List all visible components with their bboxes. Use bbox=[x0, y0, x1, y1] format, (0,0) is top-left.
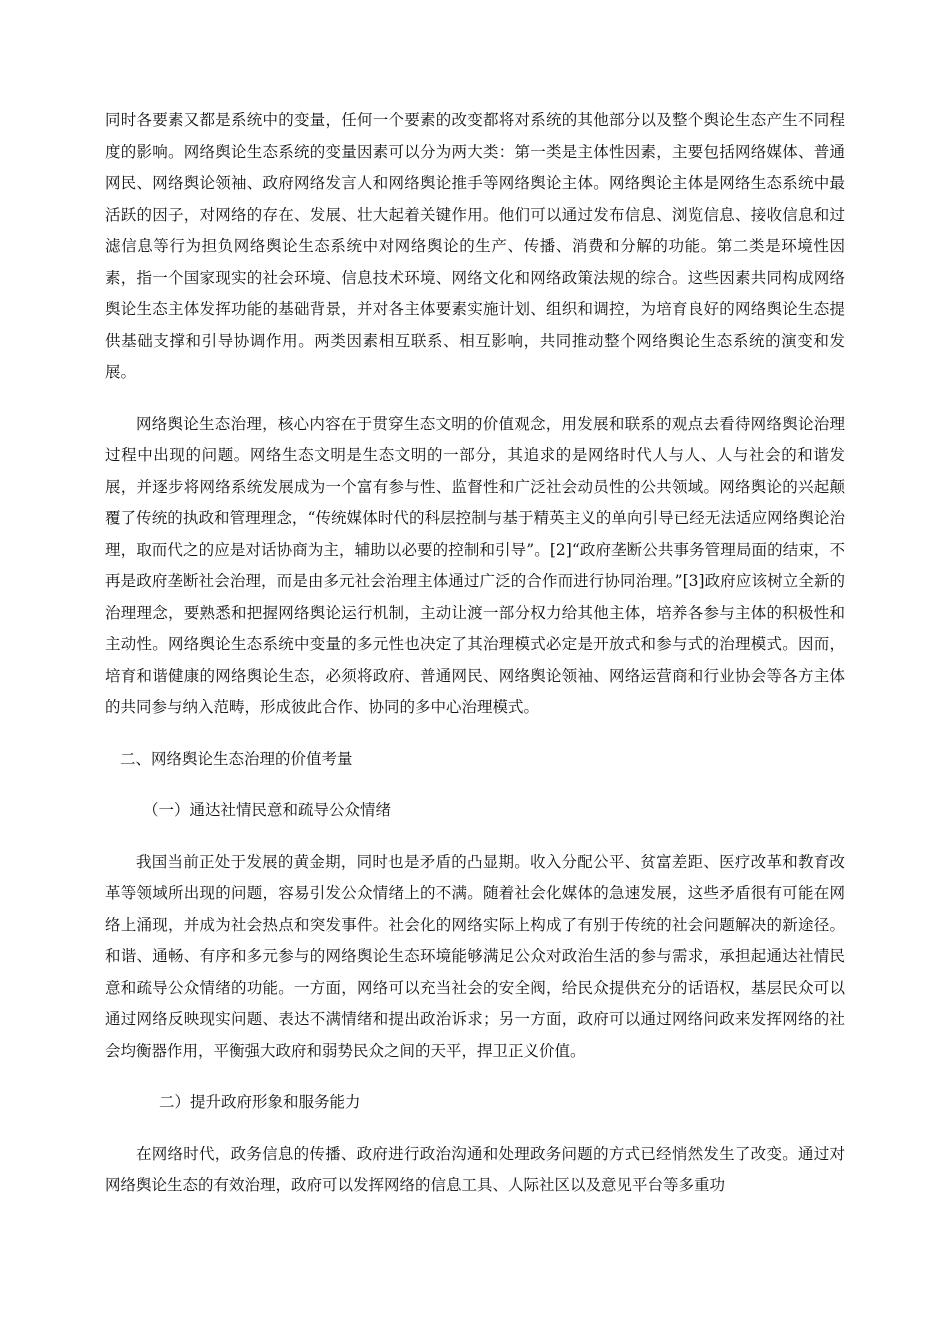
section-heading: 二、网络舆论生态治理的价值考量 bbox=[120, 749, 353, 768]
body-paragraph: 在网络时代，政务信息的传播、政府进行政治沟通和处理政务问题的方式已经悄然发生了改变。通过对网络舆论生态的有效治理，政府可以发挥网络的信息工具、人际社区以及意见平台等多重功 bbox=[105, 1144, 845, 1194]
subsection-heading: 二）提升政府形象和服务能力 bbox=[159, 1093, 361, 1111]
body-paragraph: 同时各要素又都是系统中的变量，任何一个要素的改变都将对系统的其他部分以及整个舆论生态产生不同程度的影响。网络舆论生态系统的变量因素可以分为两大类：第一类是主体性因素，主要包括网络媒体、普通网民、网络舆论领袖、政府网络发言人和网络舆论推手等网络舆论主体。网络舆论主体是网络生态系统中最活跃的因子，对网络的存在、发展、壮大起着关键作用。他们可以通过发布信息、浏览信息、接收信息和过滤信息等行为担负网络舆论生态系统中对网络舆论的生产、传播、消费和分解的功能。第二类是环境性因素，指一个国家现实的社会环境、信息技术环境、网络文化和网络政策法规的综合。这些因素共同构成网络舆论生态主体发挥功能的基础背景，并对各主体要素实施计划、组织和调控，为培育良好的网络舆论生态提供基础支撑和引导协调作用。两类因素相互联系、相互影响，共同推动整个网络舆论生态系统的演变和发展。 bbox=[105, 111, 845, 381]
subsection-heading: （一）通达社情民意和疏导公众情绪 bbox=[143, 801, 392, 819]
body-paragraph: 网络舆论生态治理，核心内容在于贯穿生态文明的价值观念，用发展和联系的观点去看待网络舆论治理过程中出现的问题。网络生态文明是生态文明的一部分，其追求的是网络时代人与人、人与社会的和谐发展，并逐步将网络系统发展成为一个富有参与性、监督性和广泛社会动员性的公共领域。网络舆论的兴起颠覆了传统的执政和管理理念，“传统媒体时代的科层控制与基于精英主义的单向引导已经无法适应网络舆论治理，取而代之的应是对话协商为主，辅助以必要的控制和引导”。[2]“政府垄断公共事务管理局面的结束，不再是政府垄断社会治理，而是由多元社会治理主体通过广泛的合作而进行协同治理。”[3]政府应该树立全新的治理理念，要熟悉和把握网络舆论运行机制，主动让渡一部分权力给其他主体，培养各参与主体的积极性和主动性。网络舆论生态系统中变量的多元性也决定了其治理模式必定是开放式和参与式的治理模式。因而，培育和谐健康的网络舆论生态，必须将政府、普通网民、网络舆论领袖、网络运营商和行业协会等各方主体的共同参与纳入范畴，形成彼此合作、协同的多中心治理模式。 bbox=[105, 414, 845, 716]
document-page bbox=[105, 105, 845, 1202]
body-paragraph: 我国当前正处于发展的黄金期，同时也是矛盾的凸显期。收入分配公平、贫富差距、医疗改革和教育改革等领域所出现的问题，容易引发公众情绪上的不满。随着社会化媒体的急速发展，这些矛盾很有可能在网络上涌现，并成为社会热点和突发事件。社会化的网络实际上构成了有别于传统的社会问题解决的新途径。和谐、通畅、有序和多元参与的网络舆论生态环境能够满足公众对政治生活的参与需求，承担起通达社情民意和疏导公众情绪的功能。一方面，网络可以充当社会的安全阀，给民众提供充分的话语权，基层民众可以通过网络反映现实问题、表达不满情绪和提出政治诉求；另一方面，政府可以通过网络问政来发挥网络的社会均衡器作用，平衡强大政府和弱势民众之间的天平，捍卫正义价值。 bbox=[105, 852, 845, 1060]
